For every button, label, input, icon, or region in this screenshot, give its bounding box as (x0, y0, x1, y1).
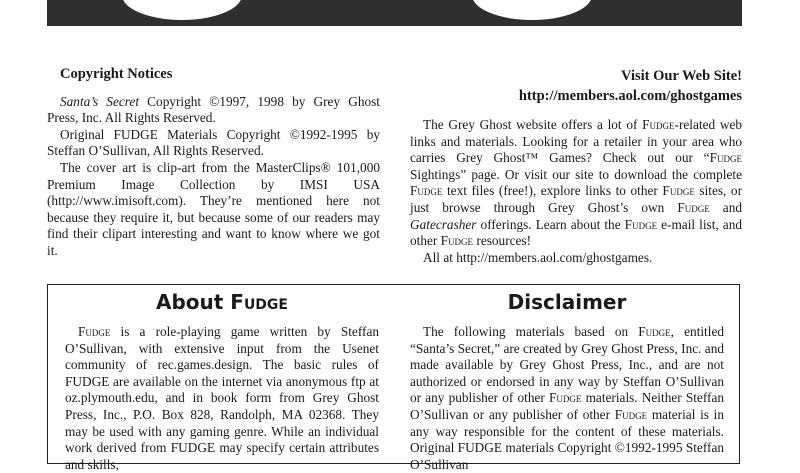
about-fudge-section (65, 290, 379, 473)
copyright-paragraph-2: Original FUDGE Materials Copyright ©1992-1995 by Steffan O’Sullivan, All Rights Reserved. (47, 126, 380, 159)
santas-secret-title: Santa’s Secret (60, 93, 140, 109)
website-paragraph-2: All at http://members.aol.com/ghostgames. (423, 249, 653, 265)
disclaimer-paragraph (410, 324, 724, 473)
title-fudge: Fudge (230, 290, 288, 314)
website-heading: Visit Our Web Site! (621, 68, 742, 84)
disclaimer-section (410, 290, 724, 473)
fudge-term: Fudge (78, 324, 111, 339)
fudge-term: Fudge (677, 199, 710, 215)
about-text: is a role-playing game written by Steffan O’Sullivan, with extensive input from the Usenet community of rec.games.design. The basic rules of FUDGE are available on the internet via anonymous ftp at oz.plymouth.edu, and in book form from Grey Ghost Press, Inc., P.O. Box 828, Randolph, MA 02368. They may be used with any gaming genre. While an individual work derived from FUDGE may specify certain attributes and skills, (65, 324, 379, 472)
about-paragraph (65, 324, 379, 473)
fudge-term: Fudge (642, 117, 675, 132)
text-span: -related web links and materials. Looking for a retailer in your area who carries Grey Ghost™ Games? Check out our “ (410, 117, 742, 166)
text-span: and (709, 199, 742, 215)
info-box (47, 284, 740, 472)
copyright-section (47, 66, 380, 260)
website-section (410, 66, 742, 266)
text-span: The Grey Ghost website offers a lot of (423, 117, 643, 132)
text-span: Sightings” page. Or visit our site to download the complete (410, 166, 742, 182)
header-band (47, 0, 742, 26)
copyright-heading: Copyright Notices (60, 66, 173, 82)
disclaimer-title: Disclaimer (507, 290, 627, 314)
website-paragraph-1 (410, 117, 742, 250)
fudge-term: Fudge (614, 406, 648, 422)
about-fudge-title (65, 290, 379, 314)
copyright-paragraph-3: The cover art is clip-art from the MasterClips® 101,000 Premium Image Collection by IMSI USA (http://www.imisoft.com). They’re mentioned here not because they require it, but because some of our readers may find their clipart interesting and want to know where we got it. (47, 159, 380, 258)
header-graphic-left (122, 0, 242, 20)
fudge-term: Fudge (410, 183, 443, 199)
fudge-term: Fudge (638, 324, 671, 339)
text-span: offerings. Learn about the (476, 216, 625, 232)
text-span: The following materials based on (423, 324, 639, 339)
copyright-p1-text: Copyright ©1997, 1998 by Grey Ghost Press, Inc. All Rights Reserved. (47, 93, 381, 126)
website-url-heading[interactable]: http://members.aol.com/ghostgames (518, 88, 742, 104)
website-body (410, 117, 742, 266)
title-text: About (155, 290, 231, 314)
text-span: sites, or just browse through Grey Ghost’s own (410, 183, 742, 215)
copyright-paragraph-1 (47, 94, 380, 127)
fudge-term: Fudge (440, 233, 474, 249)
text-span: resources! (473, 233, 532, 249)
text-span: materials. Neither Steffan O’Sullivan or any publisher of other (410, 390, 724, 422)
fudge-term: Fudge (549, 390, 582, 406)
text-span: e-mail list, and other (410, 216, 743, 249)
fudge-term: Fudge (624, 216, 658, 232)
text-span: , entitled “Santa’s Secret,” are created by Grey Ghost Press, Inc. and made available by Grey Ghost Press, Inc., and are not authorized or endorsed in any way by Steffan O’Sullivan or any publisher of other (410, 324, 724, 406)
fudge-term: Fudge (662, 183, 695, 199)
gatecrasher-title: Gatecrasher (410, 216, 477, 232)
text-span: material is in any way responsible for the content of these materials. Original FUDGE materials Copyright ©1992-1995 Steffan O’Sullivan (410, 406, 724, 472)
text-span: text files (free!), explore links to other (442, 183, 663, 199)
header-graphic-right (472, 0, 592, 20)
fudge-term: Fudge (709, 150, 742, 166)
